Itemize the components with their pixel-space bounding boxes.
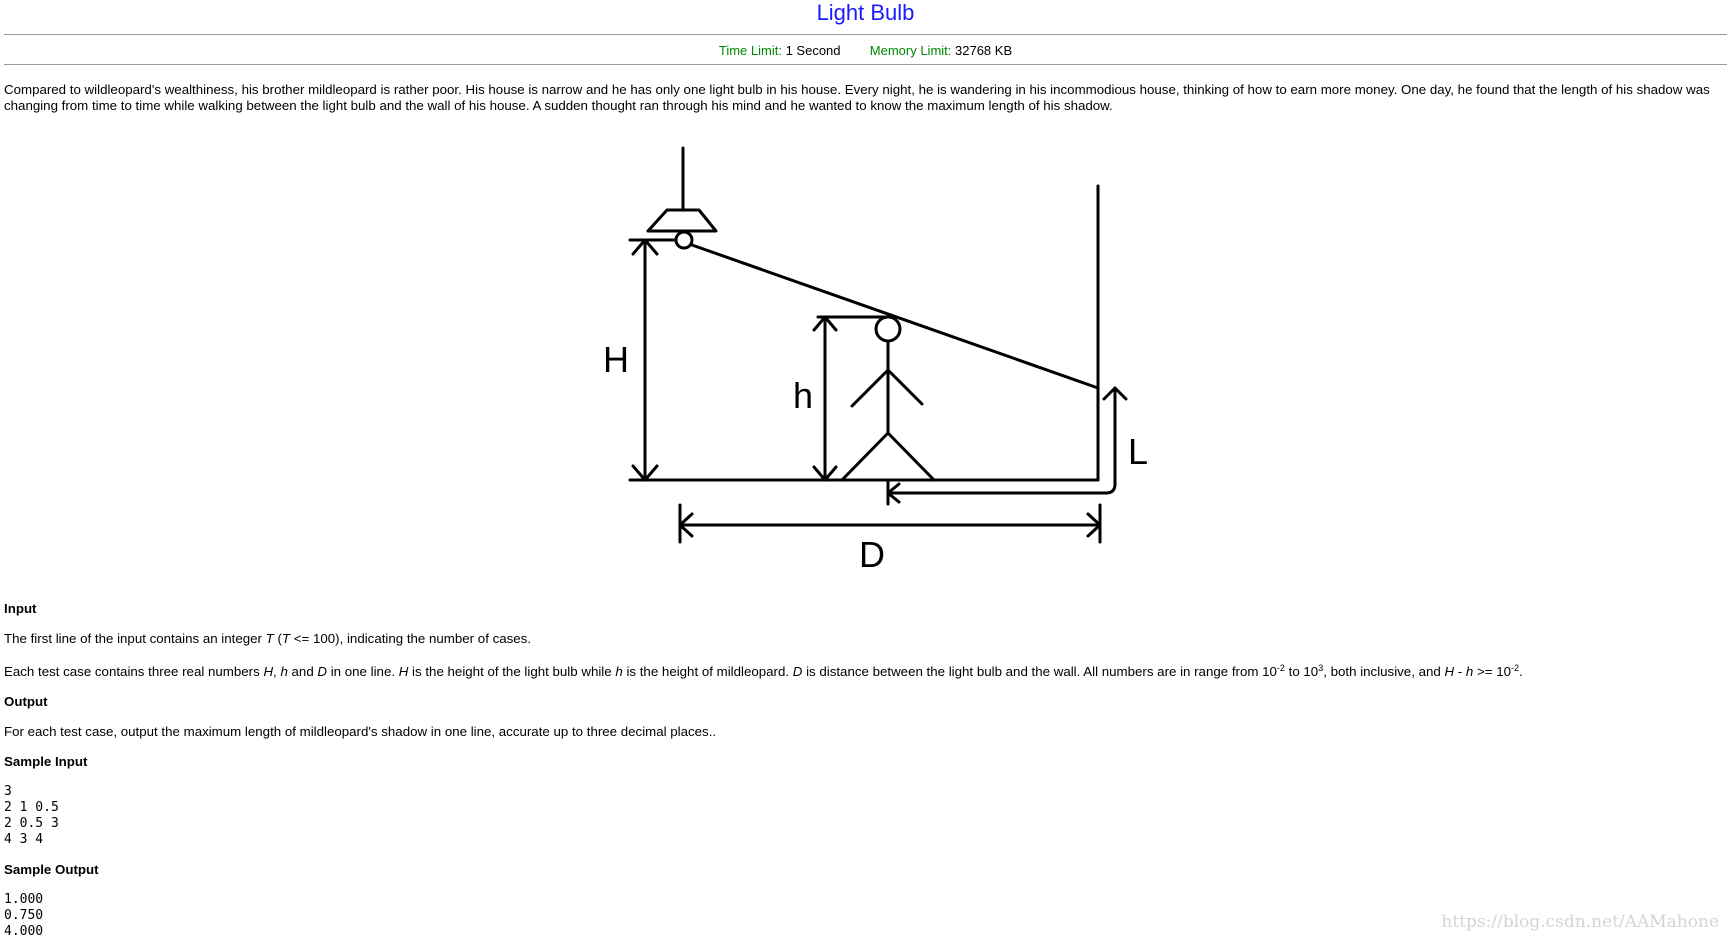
output-paragraph: For each test case, output the maximum length of mildleopard's shadow in one line, accurate up to three decimal places..	[4, 724, 717, 739]
bulb-icon	[676, 232, 692, 248]
light-bulb-diagram	[590, 140, 1150, 570]
output-heading: Output	[4, 694, 48, 709]
watermark: https://blog.csdn.net/AAMahone	[1441, 912, 1719, 932]
person-head-icon	[876, 317, 900, 341]
label-D: D	[859, 534, 885, 570]
label-h: h	[792, 375, 814, 416]
lamp-shade	[648, 210, 716, 231]
input-paragraph-2: Each test case contains three real numbers H, h and D in one line. H is the height of the light bulb while h is the height of mildleopard. D is distance between the light bulb and the wall. All numbers are in range from $10^{-2}$ to $10^3$, both inclusive, and $H - h >= 10^{-2}$.	[4, 663, 1523, 679]
time-limit-label: Time Limit:	[718, 43, 782, 58]
divider	[4, 34, 1727, 35]
memory-limit-label: Memory Limit:	[869, 43, 952, 58]
input-heading: Input	[4, 601, 37, 616]
input-paragraph-1: The first line of the input contains an integer T (T <= 100), indicating the number of cases.	[4, 631, 532, 646]
sample-input-block: 3 2 1 0.5 2 0.5 3 4 3 4	[4, 784, 59, 847]
label-L: L	[1127, 431, 1149, 472]
problem-description: Compared to wildleopard's wealthiness, his brother mildleopard is rather poor. His house is narrow and he has only one light bulb in his house. Every night, he is wandering in his incommodious house, thinking of how to earn more money. One day, he found that the length of his shadow was changing from time to time while walking between the light bulb and the wall of his house. A sudden thought ran through his mind and he wanted to know the maximum length of his shadow.	[4, 82, 1710, 113]
time-limit-value: 1 Second	[785, 43, 841, 58]
sample-output-heading: Sample Output	[4, 862, 99, 877]
label-H: H	[603, 339, 629, 380]
limits-bar	[0, 43, 1731, 59]
light-ray	[692, 245, 1098, 388]
divider	[4, 64, 1727, 65]
sample-input-heading: Sample Input	[4, 754, 88, 769]
page-title: Light Bulb	[816, 0, 915, 25]
sample-output-block: 1.000 0.750 4.000	[4, 892, 44, 939]
memory-limit-value: 32768 KB	[955, 43, 1013, 58]
